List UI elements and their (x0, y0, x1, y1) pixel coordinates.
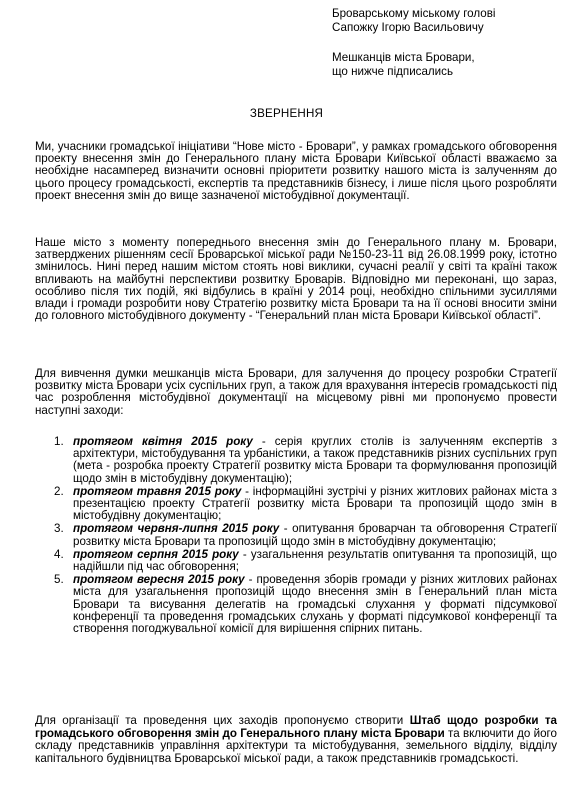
sender-line-1: Мешканців міста Бровари, (332, 51, 475, 64)
list-item-period: протягом серпня 2015 року (73, 547, 239, 561)
proposal-paragraph: Для вивчення думки мешканців міста Бровари, для залучення до процесу розробки Стратегії розвитку міста Бровари усіх суспільних груп, а також для врахування інтересів громадськості під час розроблення містобудівної документації на місцевому рівні ми пропонуємо провести наступні заходи: (35, 367, 557, 417)
document-title: ЗВЕРНЕННЯ (249, 107, 324, 120)
addressee-block (332, 7, 562, 34)
closing-text-start: Для організації та проведення цих заходів пропонуємо створити (35, 714, 410, 727)
list-item (35, 436, 557, 485)
sender-block (332, 51, 562, 78)
headquarters-name: Штаб щодо розробки та громадського обговорення змін до Генерального плану міста Бровари (35, 714, 557, 740)
list-item-number: 3. (54, 522, 64, 536)
closing-text-end: та включити до його складу представників управління архітектури та містобудування, земельного відділу, відділу капітального будівництва Броварської міської ради, а також представників громадськості. (35, 726, 557, 765)
list-item (35, 486, 557, 523)
list-item (35, 549, 557, 573)
actions-list (35, 436, 557, 636)
addressee-line-2: Сапожку Ігорю Васильовичу (332, 20, 484, 34)
list-item-period: протягом квітня 2015 року (73, 435, 253, 448)
list-item-text: - інформаційні зустрічі у різних житлових районах міста з презентацією проекту Стратегії розвитку міста Бровари та пропозицій щодо змін в містобудівну документацію; (73, 484, 557, 523)
closing-paragraph (35, 715, 557, 765)
list-item-number: 4. (54, 547, 64, 561)
context-paragraph: Наше місто з моменту попереднього внесення змін до Генерального плану м. Бровари, затверджених рішенням сесії Броварської міської ради №150-23-11 від 26.08.1999 року, істотно змінилось. Нині перед нашим містом стоять нові виклики, сучасні реалії у світі та країні також впливають на майбутні перспективи розвитку Броварів. Відповідно ми переконані, що зараз, особливо після тих подій, які відбулись в країні у 2014 році, необхідно спільними зусиллями влади і громади розробити нову Стратегію розвитку міста Бровари та на її основі вносити зміни до головного містобудівного документу - “Генеральний план міста Бровари Київської області”. (35, 236, 557, 323)
list-item-text: - узагальнення результатів опитування та пропозицій, що надійшли під час обговорення; (73, 547, 557, 574)
list-item-text: - проведення зборів громади у різних житлових районах міста для узагальнення пропозицій щодо внесення змін в Генеральний план міста Бровари та висування делегатів на громадські слухання у форматі підсумкової конференції та проведення громадських слухань у форматі підсумкової конференції та створення погоджувальної комісії для вирішення спірних питань. (73, 573, 557, 636)
list-item-period: протягом червня-липня 2015 року (73, 522, 280, 536)
list-item (35, 523, 557, 547)
list-item-period: протягом травня 2015 року (73, 484, 242, 498)
list-item-number: 2. (54, 484, 64, 498)
sender-line-2: що нижче підписались (332, 64, 453, 78)
list-item-number: 5. (54, 573, 64, 587)
list-item-number: 1. (54, 435, 64, 448)
list-item (35, 574, 557, 635)
list-item-text: - опитування броварчан та обговорення Стратегії розвитку міста Бровари та пропозицій щодо змін в містобудівну документацію; (73, 522, 557, 548)
addressee-line-1: Броварському міському голові (332, 7, 496, 20)
list-item-period: протягом вересня 2015 року (73, 573, 245, 587)
intro-paragraph: Ми, учасники громадської ініціативи “Нове місто - Бровари”, у рамках громадського обговорення проекту внесення змін до Генерального плану міста Бровари Київської області вважаємо за необхідне насамперед визначити основні пріоритети розвитку нашого міста із залученням до цього процесу громадськості, експертів та представників бізнесу, і лише після цього розробляти проект внесення змін до вище зазначеної містобудівної документації. (35, 140, 557, 202)
list-item-text: - серія круглих столів із залученням експертів з архітектури, містобудування та урбаністики, а також представників різних суспільних груп (мета - розробка проекту Стратегії розвитку міста Бровари та формулювання пропозицій щодо змін в містобудівну документацію); (73, 435, 558, 485)
